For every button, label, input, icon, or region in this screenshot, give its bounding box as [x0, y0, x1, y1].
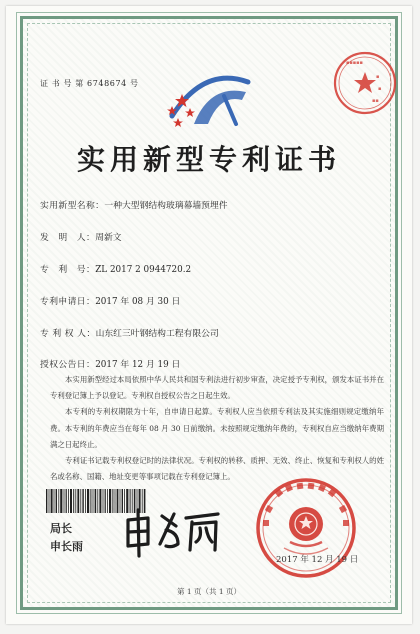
svg-text:▪: ▪ [376, 74, 380, 80]
grant-date-label: 授权公告日： [40, 360, 96, 370]
handwritten-signature [118, 504, 228, 560]
svg-text:▪▪▪▪▪: ▪▪▪▪▪ [346, 60, 363, 66]
application-date-value: 2017 年 08 月 30 日 [95, 297, 181, 307]
body-paragraph-2: 本专利的专利权期限为十年，自申请日起算。专利权人应当依照专利法及其实施细则规定缴纳年费。本专利的年费应当在每年 08 月 30 日前缴纳。未按照规定缴纳年费的，专利权自应当缴纳年费期满之日起终止。 [50, 407, 384, 449]
certificate-number-value: 6748674 [87, 79, 127, 88]
utility-model-name-label: 实用新型名称： [40, 201, 105, 211]
page-number: 第 1 页（共 1 页） [176, 587, 242, 596]
patent-number-row [40, 262, 191, 275]
inventor-value: 周新文 [95, 233, 122, 243]
svg-text:▪: ▪ [378, 86, 382, 92]
application-date-row [40, 294, 180, 307]
body-paragraph-3: 专利证书记载专利权登记时的法律状况。专利权的转移、质押、无效、终止、恢复和专利权人的姓名或名称、国籍、地址变更等事项记载在专利登记簿上。 [50, 456, 384, 482]
stamp-date: 2017 年 12 月 19 日 [276, 555, 359, 565]
patentee-value: 山东红三叶钢结构工程有限公司 [95, 329, 219, 339]
director-title: 局长 [50, 522, 72, 535]
certificate-number-label: 证 书 号 第 [40, 79, 84, 88]
patentee-row [40, 326, 219, 339]
patentee-label: 专 利 权 人： [40, 329, 96, 339]
svg-text:▪▪: ▪▪ [372, 98, 379, 104]
director-name: 申长雨 [50, 540, 83, 553]
grant-date-row [40, 357, 180, 370]
certificate-body [50, 372, 384, 485]
patent-number-label: 专 利 号： [40, 265, 96, 275]
certificate-sheet [6, 6, 412, 624]
body-paragraph-1: 本实用新型经过本局依照中华人民共和国专利法进行初步审查，决定授予专利权，颁发本证书并在专利登记簿上予以登记。专利权自授权公告之日起生效。 [50, 375, 384, 401]
certificate-number [40, 78, 139, 89]
inventor-row [40, 230, 122, 243]
utility-model-name-row [40, 198, 228, 211]
utility-model-name-value: 一种大型钢结构玻璃幕墙预埋件 [104, 201, 228, 211]
office-seal-top [332, 50, 398, 116]
inventor-label: 发 明 人： [40, 233, 96, 243]
application-date-label: 专利申请日： [40, 297, 96, 307]
certificate-number-suffix: 号 [130, 79, 139, 88]
grant-date-value: 2017 年 12 月 19 日 [95, 360, 181, 370]
patent-number-value: ZL 2017 2 0944720.2 [95, 265, 192, 275]
certificate-title: 实用新型专利证书 [76, 143, 341, 176]
patent-emblem [164, 72, 254, 130]
